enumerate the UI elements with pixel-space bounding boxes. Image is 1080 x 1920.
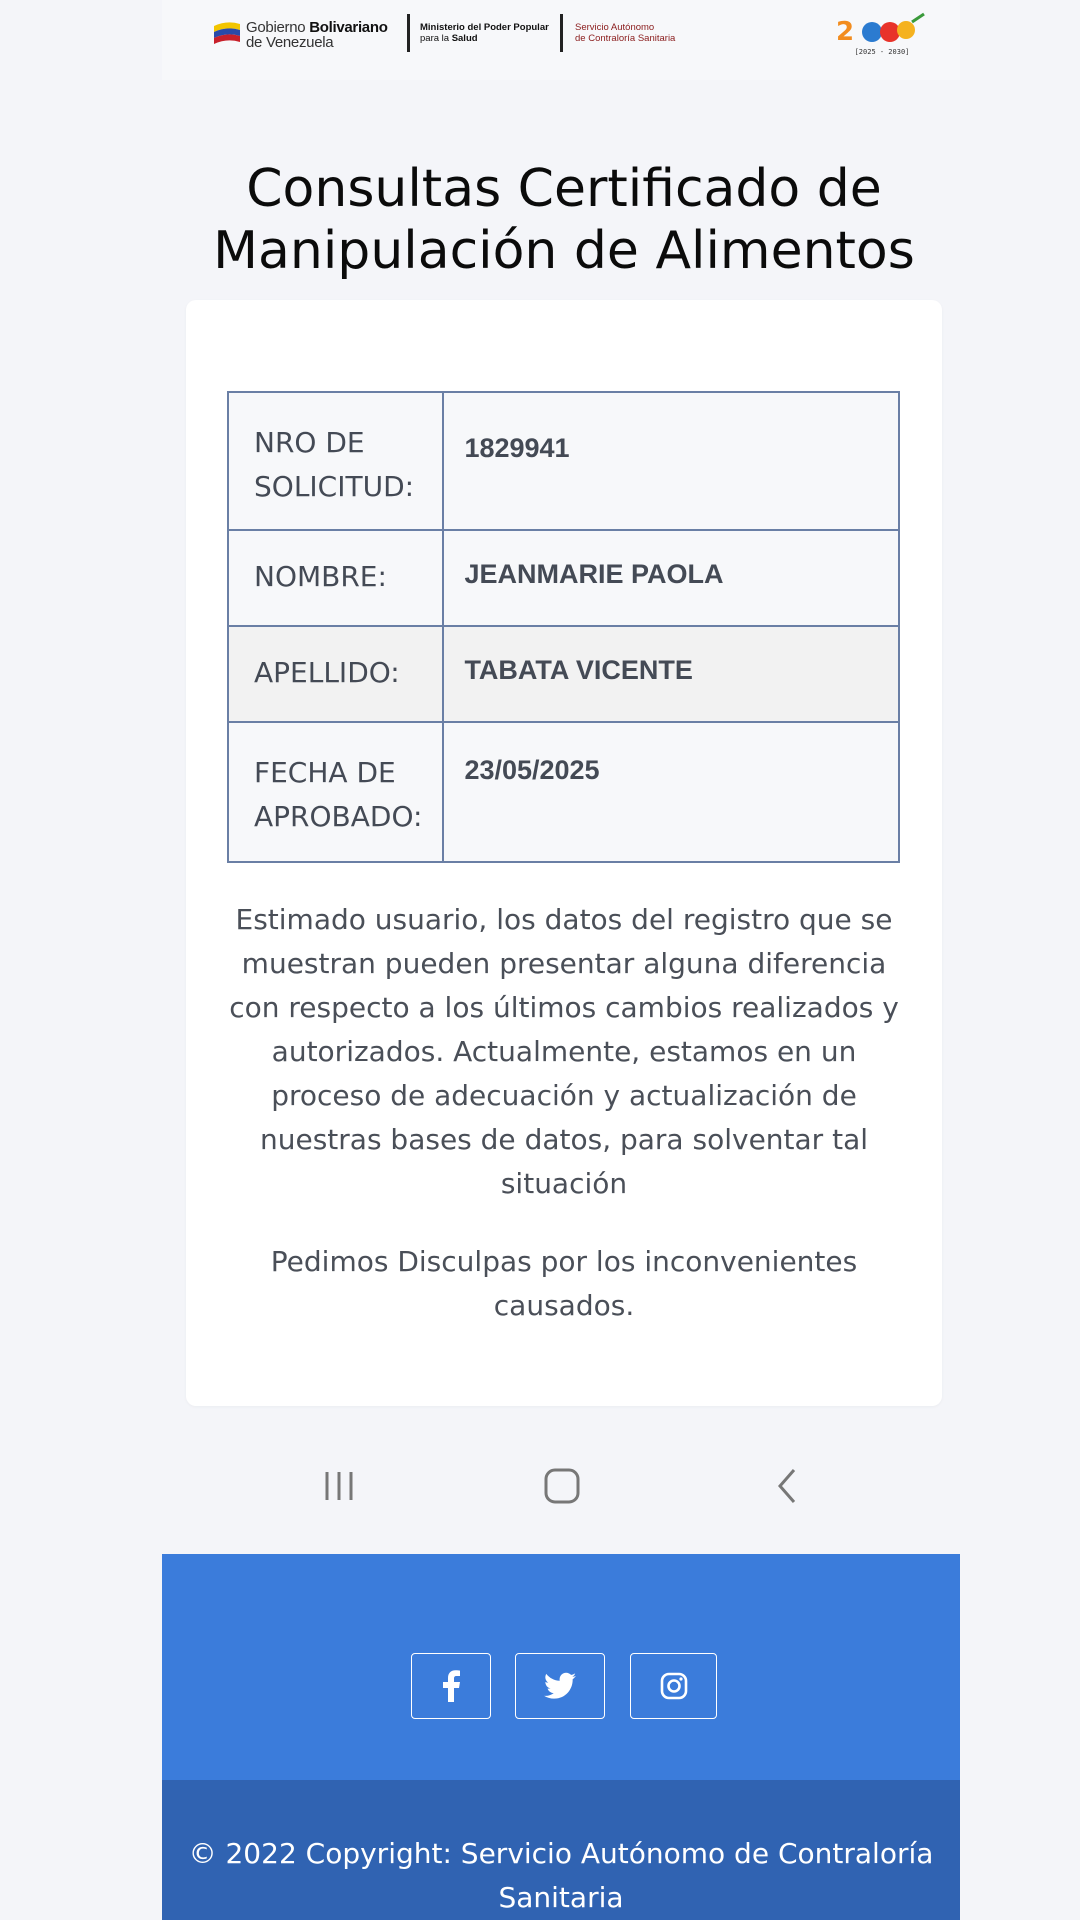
- footer-social: [162, 1554, 960, 1780]
- approval-date-value: 23/05/2025: [443, 722, 899, 862]
- twitter-icon: [544, 1672, 576, 1700]
- apology-text: Pedimos Disculpas por los inconvenientes causados.: [270, 1245, 858, 1322]
- twitter-button[interactable]: [515, 1653, 605, 1719]
- header-divider: [407, 14, 410, 52]
- table-row: [228, 530, 899, 626]
- facebook-button[interactable]: [411, 1653, 491, 1719]
- plan-2030-logo: [834, 12, 930, 58]
- page-title: Consultas Certificado de Manipulación de Alimentos: [213, 159, 915, 281]
- row-label: NOMBRE:: [228, 530, 443, 626]
- recents-button[interactable]: [294, 1418, 384, 1554]
- instagram-icon: [660, 1672, 688, 1700]
- svg-text:2: 2: [836, 17, 855, 47]
- footer-copyright: [162, 1780, 960, 1920]
- instagram-button[interactable]: [630, 1653, 717, 1719]
- venezuela-flag-icon: [212, 18, 242, 48]
- back-button[interactable]: [742, 1418, 832, 1554]
- ministry-name: Ministerio del Poder Popular para la Salud: [420, 22, 549, 44]
- service-name: Servicio Autónomo de Contraloría Sanitaria: [575, 22, 676, 44]
- facebook-icon: [441, 1670, 461, 1702]
- table-row: [228, 722, 899, 862]
- home-icon: [542, 1466, 582, 1506]
- result-card: [186, 300, 942, 1406]
- row-label: APELLIDO:: [228, 626, 443, 722]
- data-notice: Estimado usuario, los datos del registro que se muestran pueden presentar alguna diferencia con respecto a los últimos cambios realizados y autorizados. Actualmente, estamos en un proceso de adecuación y actualización de nuestras bases de datos, para solventar tal situación: [229, 903, 899, 1200]
- first-name-value: JEANMARIE PAOLA: [443, 530, 899, 626]
- row-label: FECHA DE APROBADO:: [228, 722, 443, 862]
- row-label: NRO DE SOLICITUD:: [228, 392, 443, 530]
- request-number-value: 1829941: [443, 392, 899, 530]
- last-name-value: TABATA VICENTE: [443, 626, 899, 722]
- government-logo: [212, 14, 402, 54]
- system-nav-bar: [162, 1418, 960, 1554]
- plan-2030-caption: [2025 - 2030]: [854, 48, 910, 56]
- certificate-table: [227, 391, 900, 863]
- header-divider: [560, 14, 563, 52]
- copyright-text: © 2022 Copyright: Servicio Autónomo de Contraloría Sanitaria: [188, 1837, 934, 1914]
- table-row: [228, 392, 899, 530]
- recents-icon: [319, 1468, 359, 1504]
- back-icon: [772, 1466, 802, 1506]
- institutional-header: [162, 0, 960, 80]
- government-name: Gobierno Bolivariano de Venezuela: [246, 19, 388, 51]
- table-row: [228, 626, 899, 722]
- home-button[interactable]: [517, 1418, 607, 1554]
